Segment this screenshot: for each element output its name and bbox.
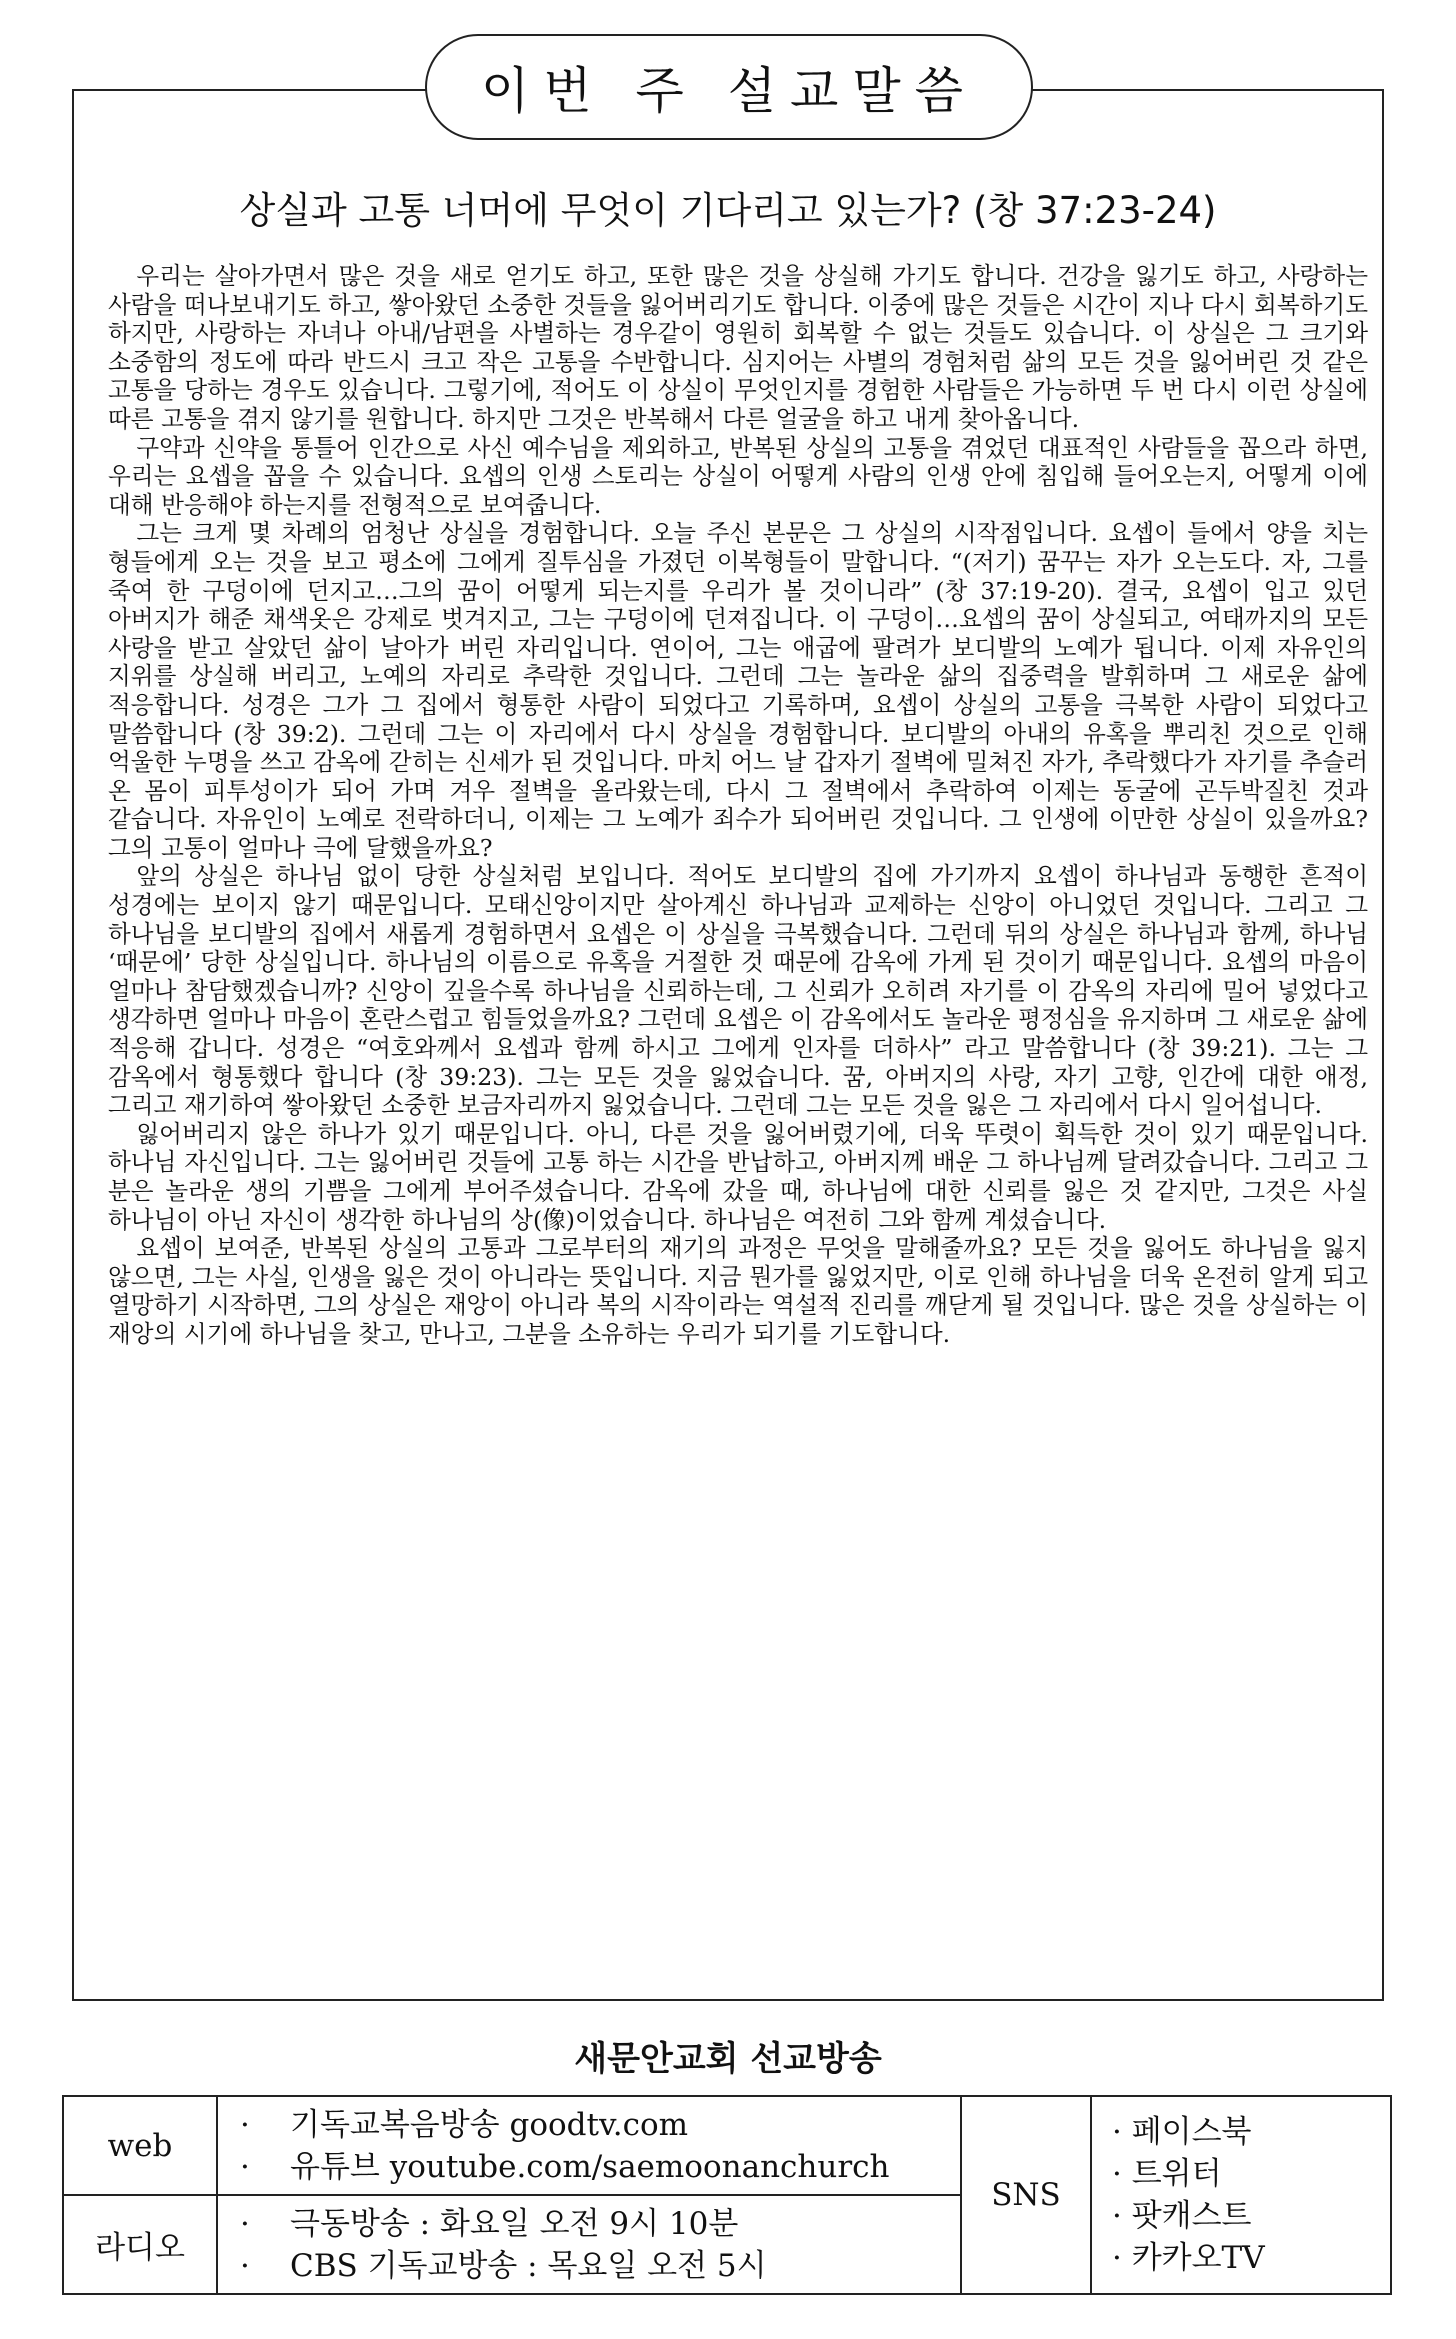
sermon-title: 상실과 고통 너머에 무엇이 기다리고 있는가? (창 37:23-24) bbox=[239, 189, 1217, 232]
sermon-paragraph: 구약과 신약을 통틀어 인간으로 사신 예수님을 제외하고, 반복된 상실의 고통을 겪었던 대표적인 사람들을 꼽으라 하면, 우리는 요셉을 꼽을 수 있습니다. 요셉의 인생 스토리는 상실이 어떻게 사람의 인생 안에 침입해 들어오는지, 어떻게 이에 대해 반응해야 하는지를 전형적으로 보여줍니다. bbox=[108, 433, 1368, 519]
sermon-paragraph: 잃어버리지 않은 하나가 있기 때문입니다. 아니, 다른 것을 잃어버렸기에, 더욱 뚜렷이 획득한 것이 있기 때문입니다. 하나님 자신입니다. 그는 잃어버린 것들에 고통 하는 시간을 반납하고, 아버지께 배운 그 하나님께 달려갔습니다. 그리고 그 분은 놀라운 생의 기쁨을 그에게 부어주셨습니다. 감옥에 갔을 때, 하나님에 대한 신뢰를 잃은 것 같지만, 그것은 사실 하나님이 아닌 자신이 생각한 하나님의 상(像)이었습니다. 하나님은 여전히 그와 함께 계셨습니다. bbox=[108, 1119, 1368, 1234]
sns-item: · 페이스북 bbox=[1112, 2114, 1252, 2150]
sns-item: · 팟캐스트 bbox=[1112, 2198, 1252, 2234]
broadcast-title: 새문안교회 선교방송 bbox=[574, 2039, 882, 2079]
sns-cell bbox=[1091, 2096, 1391, 2294]
sermon-paragraph: 요셉이 보여준, 반복된 상실의 고통과 그로부터의 재기의 과정은 무엇을 말해줄까요? 모든 것을 잃어도 하나님을 잃지 않으면, 그는 사실, 인생을 잃은 것이 아니라는 뜻입니다. 지금 뭔가를 잃었지만, 이로 인해 하나님을 더욱 온전히 알게 되고 열망하기 시작하면, 그의 상실은 재앙이 아니라 복의 시작이라는 역설적 진리를 깨닫게 될 것입니다. 많은 것을 상실하는 이 재앙의 시기에 하나님을 찾고, 만나고, 그분을 소유하는 우리가 되기를 기도합니다. bbox=[108, 1234, 1368, 1348]
broadcast-table bbox=[62, 2095, 1392, 2295]
radio-label: 라디오 bbox=[63, 2195, 217, 2294]
web-item: · 기독교복음방송 goodtv.com bbox=[240, 2106, 689, 2143]
web-cell bbox=[217, 2096, 961, 2195]
page-title: 이번 주 설교말씀 bbox=[481, 62, 977, 120]
sermon-paragraph: 앞의 상실은 하나님 없이 당한 상실처럼 보입니다. 적어도 보디발의 집에 가기까지 요셉이 하나님과 동행한 흔적이 성경에는 보이지 않기 때문입니다. 모태신앙이지만 살아계신 하나님과 교제하는 신앙이 아니었던 것입니다. 그리고 그 하나님을 보디발의 집에서 새롭게 경험하면서 요셉은 이 상실을 극복했습니다. 그런데 뒤의 상실은 하나님과 함께, 하나님 ‘때문에’ 당한 상실입니다. 하나님의 이름으로 유혹을 거절한 것 때문에 감옥에 가게 된 것이기 때문입니다. 요셉의 마음이 얼마나 참담했겠습니까? 신앙이 깊을수록 하나님을 신뢰하는데, 그 신뢰가 오히려 자기를 이 감옥의 자리에 밀어 넣었다고 생각하면 얼마나 마음이 혼란스럽고 힘들었을까요? 그런데 요셉은 이 감옥에서도 놀라운 평정심을 유지하며 그 새로운 삶에 적응해 갑니다. 성경은 “여호와께서 요셉과 함께 하시고 그에게 인자를 더하사” 라고 말씀합니다 (창 39:21). 그는 그 감옥에서 형통했다 합니다 (창 39:23). 그는 모든 것을 잃었습니다. 꿈, 아버지의 사랑, 자기 고향, 인간에 대한 애정, 그리고 재기하여 쌓아왔던 소중한 보금자리까지 잃었습니다. 그런데 그는 모든 것을 잃은 그 자리에서 다시 일어섭니다. bbox=[108, 862, 1368, 1120]
sermon-body bbox=[108, 262, 1368, 1349]
web-label: web bbox=[63, 2096, 217, 2195]
radio-cell bbox=[217, 2195, 961, 2294]
sns-item: · 트위터 bbox=[1112, 2156, 1222, 2192]
sns-item: · 카카오TV bbox=[1112, 2240, 1265, 2276]
sermon-paragraph: 그는 크게 몇 차례의 엄청난 상실을 경험합니다. 오늘 주신 본문은 그 상실의 시작점입니다. 요셉이 들에서 양을 치는 형들에게 오는 것을 보고 평소에 그에게 질투심을 가졌던 이복형들이 말합니다. “(저기) 꿈꾸는 자가 오는도다. 자, 그를 죽여 한 구덩이에 던지고…그의 꿈이 어떻게 되는지를 우리가 볼 것이니라” (창 37:19-20). 결국, 요셉이 입고 있던 아버지가 해준 채색옷은 강제로 벗겨지고, 그는 구덩이에 던져집니다. 이 구덩이…요셉의 꿈이 상실되고, 여태까지의 모든 사랑을 받고 살았던 삶이 날아가 버린 자리입니다. 연이어, 그는 애굽에 팔려가 보디발의 노예가 됩니다. 이제 자유인의 지위를 상실해 버리고, 노예의 자리로 추락한 것입니다. 그런데 그는 놀라운 삶의 집중력을 발휘하며 그 새로운 삶에 적응합니다. 성경은 그가 그 집에서 형통한 사람이 되었다고 기록하며, 요셉이 상실의 고통을 극복한 사람이 되었다고 말씀합니다 (창 39:2). 그런데 그는 이 자리에서 다시 상실을 경험합니다. 보디발의 아내의 유혹을 뿌리친 것으로 인해 억울한 누명을 쓰고 감옥에 갇히는 신세가 된 것입니다. 마치 어느 날 갑자기 절벽에 밀쳐진 자가, 추락했다가 자기를 추슬러 온 몸이 피투성이가 되어 가며 겨우 절벽을 올라왔는데, 다시 그 절벽에서 추락하여 이제는 동굴에 곤두박질친 것과 같습니다. 자유인이 노예로 전락하더니, 이제는 그 노예가 죄수가 되어버린 것입니다. 그 인생에 이만한 상실이 있을까요? 그의 고통이 얼마나 극에 달했을까요? bbox=[108, 519, 1368, 862]
radio-item: · 극동방송 : 화요일 오전 9시 10분 bbox=[240, 2205, 739, 2242]
title-banner bbox=[425, 34, 1033, 140]
radio-item: · CBS 기독교방송 : 목요일 오전 5시 bbox=[240, 2247, 767, 2284]
sermon-paragraph: 우리는 살아가면서 많은 것을 새로 얻기도 하고, 또한 많은 것을 상실해 가기도 합니다. 건강을 잃기도 하고, 사랑하는 사람을 떠나보내기도 하고, 쌓아왔던 소중한 것들을 잃어버리기도 합니다. 이중에 많은 것들은 시간이 지나 다시 회복하기도 하지만, 사랑하는 자녀나 아내/남편을 사별하는 경우같이 영원히 회복할 수 없는 것들도 있습니다. 이 상실은 그 크기와 소중함의 정도에 따라 반드시 크고 작은 고통을 수반합니다. 심지어는 사별의 경험처럼 삶의 모든 것을 잃어버린 것 같은 고통을 당하는 경우도 있습니다. 그렇기에, 적어도 이 상실이 무엇인지를 경험한 사람들은 가능하면 두 번 다시 이런 상실에 따른 고통을 겪지 않기를 원합니다. 하지만 그것은 반복해서 다른 얼굴을 하고 내게 찾아옵니다. bbox=[108, 262, 1368, 433]
web-item: · 유튜브 youtube.com/saemoonanchurch bbox=[240, 2148, 890, 2185]
sns-label: SNS bbox=[961, 2096, 1091, 2294]
